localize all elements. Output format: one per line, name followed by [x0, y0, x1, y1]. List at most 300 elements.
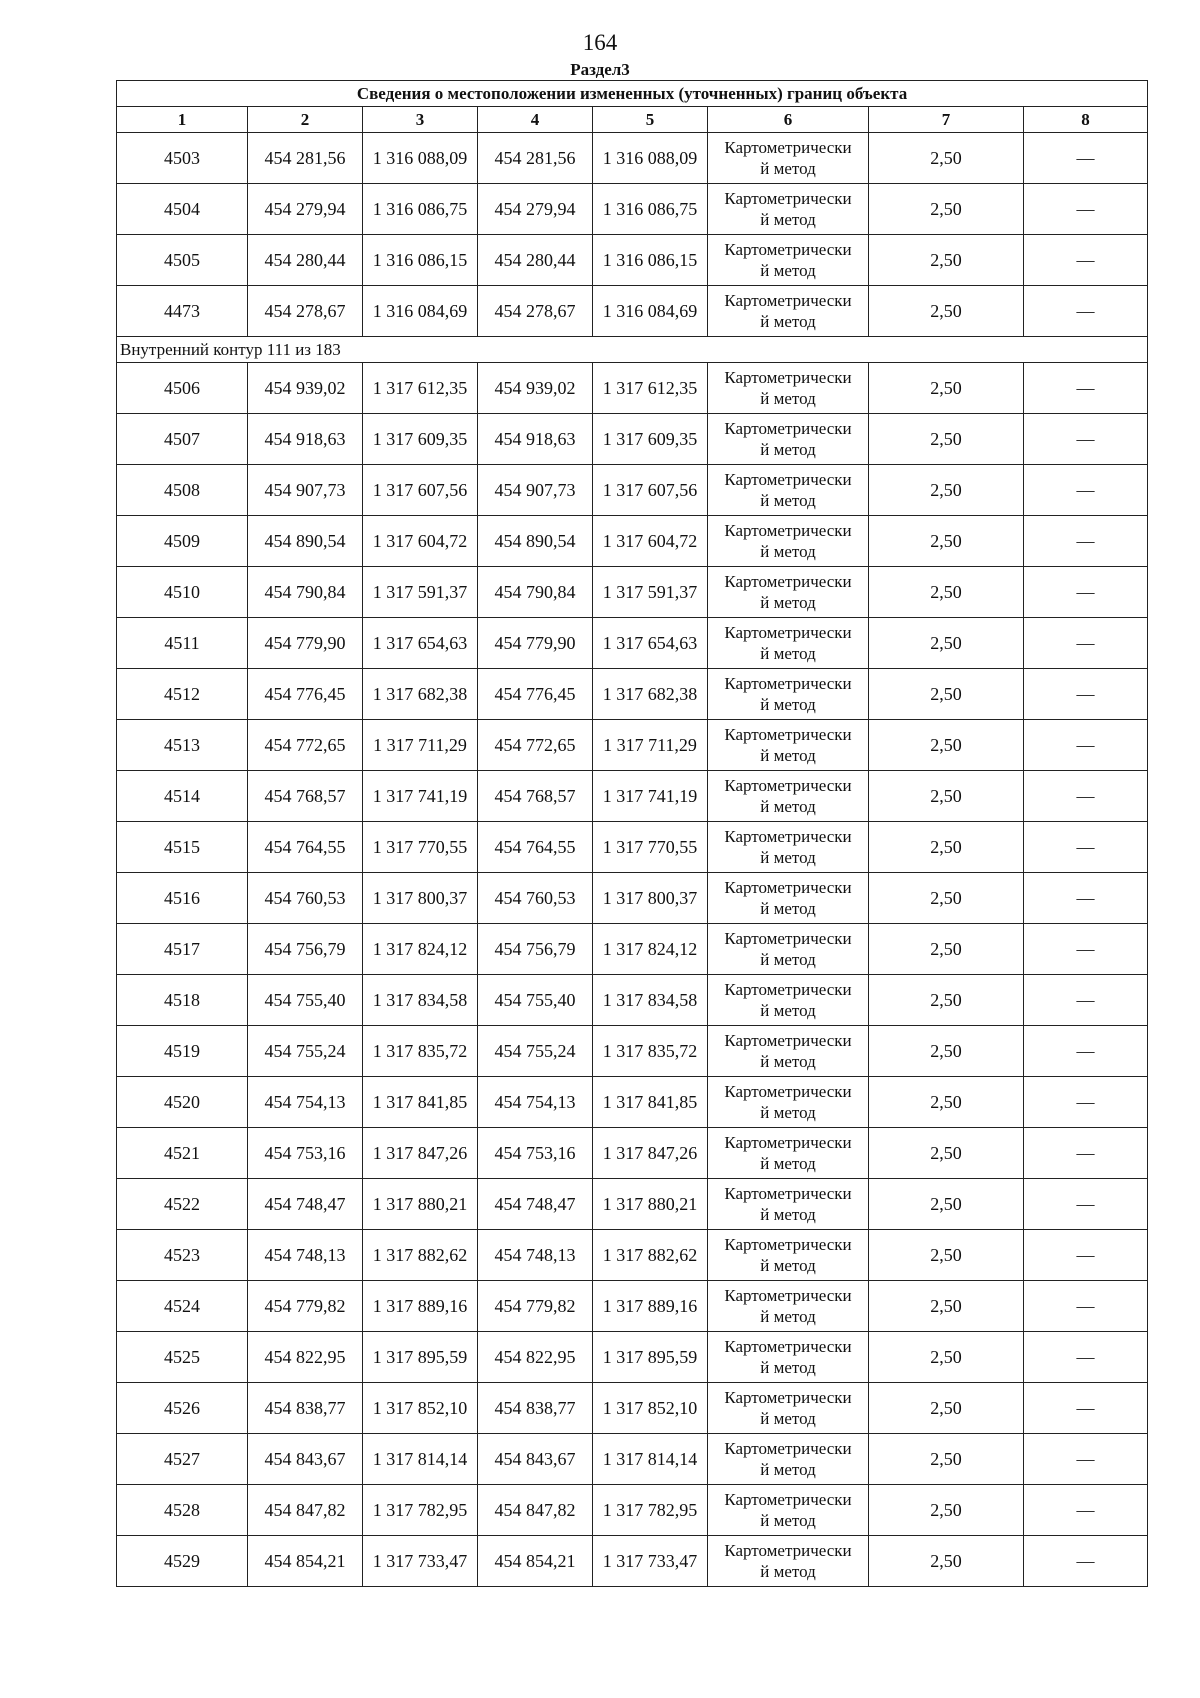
method-text-line1: Картометрически: [724, 1133, 852, 1152]
table-row: [117, 1077, 1148, 1128]
method-text-line2: й метод: [760, 159, 816, 178]
point-number-cell: 4527: [117, 1434, 248, 1485]
accuracy-cell: 2,50: [869, 720, 1024, 771]
column-header-row: [117, 107, 1148, 133]
description-cell: —: [1024, 133, 1148, 184]
accuracy-cell: 2,50: [869, 1128, 1024, 1179]
x-coordinate-cell: 454 822,95: [248, 1332, 363, 1383]
method-cell: [708, 1128, 869, 1179]
method-text-line1: Картометрически: [724, 623, 852, 642]
description-cell: —: [1024, 1536, 1148, 1587]
y-coordinate-cell: 1 317 612,35: [593, 363, 708, 414]
y-coordinate-cell: 1 317 741,19: [593, 771, 708, 822]
column-header: 4: [478, 107, 593, 133]
y-coordinate-cell: 1 316 084,69: [593, 286, 708, 337]
table-row: [117, 1332, 1148, 1383]
accuracy-cell: 2,50: [869, 1230, 1024, 1281]
method-cell: [708, 1434, 869, 1485]
x-coordinate-cell: 454 768,57: [248, 771, 363, 822]
method-text-line2: й метод: [760, 899, 816, 918]
accuracy-cell: 2,50: [869, 924, 1024, 975]
accuracy-cell: 2,50: [869, 1281, 1024, 1332]
method-cell: [708, 924, 869, 975]
method-text-line1: Картометрически: [724, 929, 852, 948]
description-cell: —: [1024, 567, 1148, 618]
method-text-line2: й метод: [760, 1052, 816, 1071]
y-coordinate-cell: 1 317 770,55: [593, 822, 708, 873]
y-coordinate-cell: 1 316 086,75: [593, 184, 708, 235]
y-coordinate-cell: 1 317 814,14: [363, 1434, 478, 1485]
x-coordinate-cell: 454 779,82: [248, 1281, 363, 1332]
method-text-line2: й метод: [760, 312, 816, 331]
method-text-line2: й метод: [760, 1103, 816, 1122]
table-row: [117, 1383, 1148, 1434]
method-text-line1: Картометрически: [724, 1439, 852, 1458]
x-coordinate-cell: 454 754,13: [248, 1077, 363, 1128]
point-number-cell: 4525: [117, 1332, 248, 1383]
description-cell: —: [1024, 1026, 1148, 1077]
accuracy-cell: 2,50: [869, 414, 1024, 465]
y-coordinate-cell: 1 317 782,95: [363, 1485, 478, 1536]
y-coordinate-cell: 1 317 852,10: [363, 1383, 478, 1434]
x-coordinate-cell: 454 890,54: [248, 516, 363, 567]
accuracy-cell: 2,50: [869, 1026, 1024, 1077]
table-row: [117, 1128, 1148, 1179]
y-coordinate-cell: 1 317 782,95: [593, 1485, 708, 1536]
description-cell: —: [1024, 1485, 1148, 1536]
point-number-cell: 4514: [117, 771, 248, 822]
point-number-cell: 4520: [117, 1077, 248, 1128]
description-cell: —: [1024, 1332, 1148, 1383]
description-cell: —: [1024, 618, 1148, 669]
x-coordinate-cell: 454 754,13: [478, 1077, 593, 1128]
x-coordinate-cell: 454 779,90: [248, 618, 363, 669]
point-number-cell: 4523: [117, 1230, 248, 1281]
accuracy-cell: 2,50: [869, 567, 1024, 618]
accuracy-cell: 2,50: [869, 1536, 1024, 1587]
y-coordinate-cell: 1 316 088,09: [363, 133, 478, 184]
method-cell: [708, 618, 869, 669]
method-cell: [708, 1383, 869, 1434]
point-number-cell: 4503: [117, 133, 248, 184]
table-body-before: [117, 133, 1148, 337]
x-coordinate-cell: 454 907,73: [478, 465, 593, 516]
accuracy-cell: 2,50: [869, 1383, 1024, 1434]
y-coordinate-cell: 1 317 711,29: [363, 720, 478, 771]
method-text-line2: й метод: [760, 644, 816, 663]
description-cell: —: [1024, 1077, 1148, 1128]
description-cell: —: [1024, 1128, 1148, 1179]
x-coordinate-cell: 454 847,82: [478, 1485, 593, 1536]
description-cell: —: [1024, 669, 1148, 720]
x-coordinate-cell: 454 918,63: [478, 414, 593, 465]
table-row: [117, 822, 1148, 873]
accuracy-cell: 2,50: [869, 184, 1024, 235]
method-text-line2: й метод: [760, 695, 816, 714]
y-coordinate-cell: 1 317 604,72: [363, 516, 478, 567]
description-cell: —: [1024, 414, 1148, 465]
x-coordinate-cell: 454 753,16: [478, 1128, 593, 1179]
description-cell: —: [1024, 771, 1148, 822]
x-coordinate-cell: 454 790,84: [478, 567, 593, 618]
x-coordinate-cell: 454 756,79: [248, 924, 363, 975]
x-coordinate-cell: 454 748,13: [248, 1230, 363, 1281]
point-number-cell: 4507: [117, 414, 248, 465]
y-coordinate-cell: 1 317 682,38: [593, 669, 708, 720]
y-coordinate-cell: 1 317 852,10: [593, 1383, 708, 1434]
accuracy-cell: 2,50: [869, 1485, 1024, 1536]
table-row: [117, 924, 1148, 975]
x-coordinate-cell: 454 843,67: [248, 1434, 363, 1485]
method-text-line1: Картометрически: [724, 291, 852, 310]
y-coordinate-cell: 1 317 824,12: [593, 924, 708, 975]
method-text-line2: й метод: [760, 1205, 816, 1224]
y-coordinate-cell: 1 317 654,63: [593, 618, 708, 669]
x-coordinate-cell: 454 854,21: [248, 1536, 363, 1587]
y-coordinate-cell: 1 317 835,72: [593, 1026, 708, 1077]
point-number-cell: 4521: [117, 1128, 248, 1179]
method-text-line2: й метод: [760, 1307, 816, 1326]
method-text-line1: Картометрически: [724, 674, 852, 693]
y-coordinate-cell: 1 316 086,15: [593, 235, 708, 286]
table-row: [117, 184, 1148, 235]
point-number-cell: 4526: [117, 1383, 248, 1434]
description-cell: —: [1024, 286, 1148, 337]
accuracy-cell: 2,50: [869, 286, 1024, 337]
x-coordinate-cell: 454 755,24: [248, 1026, 363, 1077]
point-number-cell: 4519: [117, 1026, 248, 1077]
x-coordinate-cell: 454 755,40: [248, 975, 363, 1026]
description-cell: —: [1024, 720, 1148, 771]
method-cell: [708, 235, 869, 286]
y-coordinate-cell: 1 317 882,62: [363, 1230, 478, 1281]
page-number: 164: [582, 30, 618, 55]
table-row: [117, 133, 1148, 184]
y-coordinate-cell: 1 317 889,16: [363, 1281, 478, 1332]
table-row: [117, 720, 1148, 771]
method-text-line1: Картометрически: [724, 189, 852, 208]
column-header: 7: [869, 107, 1024, 133]
method-text-line2: й метод: [760, 1460, 816, 1479]
column-header: 5: [593, 107, 708, 133]
method-cell: [708, 1536, 869, 1587]
description-cell: —: [1024, 516, 1148, 567]
accuracy-cell: 2,50: [869, 1434, 1024, 1485]
method-text-line2: й метод: [760, 593, 816, 612]
description-cell: —: [1024, 465, 1148, 516]
x-coordinate-cell: 454 822,95: [478, 1332, 593, 1383]
y-coordinate-cell: 1 317 880,21: [593, 1179, 708, 1230]
method-text-line1: Картометрически: [724, 368, 852, 387]
method-text-line2: й метод: [760, 491, 816, 510]
point-number-cell: 4506: [117, 363, 248, 414]
y-coordinate-cell: 1 317 591,37: [593, 567, 708, 618]
accuracy-cell: 2,50: [869, 465, 1024, 516]
method-cell: [708, 822, 869, 873]
y-coordinate-cell: 1 316 086,15: [363, 235, 478, 286]
method-text-line1: Картометрически: [724, 725, 852, 744]
y-coordinate-cell: 1 317 609,35: [593, 414, 708, 465]
y-coordinate-cell: 1 317 834,58: [363, 975, 478, 1026]
method-text-line2: й метод: [760, 1562, 816, 1581]
method-cell: [708, 1077, 869, 1128]
accuracy-cell: 2,50: [869, 1179, 1024, 1230]
y-coordinate-cell: 1 317 847,26: [363, 1128, 478, 1179]
method-text-line2: й метод: [760, 797, 816, 816]
y-coordinate-cell: 1 317 733,47: [593, 1536, 708, 1587]
table-row: [117, 567, 1148, 618]
x-coordinate-cell: 454 772,65: [248, 720, 363, 771]
y-coordinate-cell: 1 317 800,37: [593, 873, 708, 924]
description-cell: —: [1024, 924, 1148, 975]
method-text-line2: й метод: [760, 440, 816, 459]
method-cell: [708, 1179, 869, 1230]
accuracy-cell: 2,50: [869, 133, 1024, 184]
method-text-line2: й метод: [760, 950, 816, 969]
point-number-cell: 4512: [117, 669, 248, 720]
point-number-cell: 4504: [117, 184, 248, 235]
x-coordinate-cell: 454 890,54: [478, 516, 593, 567]
table-caption: Сведения о местоположении измененных (уточненных) границ объекта: [117, 81, 1148, 107]
x-coordinate-cell: 454 838,77: [248, 1383, 363, 1434]
accuracy-cell: 2,50: [869, 1077, 1024, 1128]
point-number-cell: 4505: [117, 235, 248, 286]
table-row: [117, 235, 1148, 286]
x-coordinate-cell: 454 760,53: [248, 873, 363, 924]
y-coordinate-cell: 1 317 889,16: [593, 1281, 708, 1332]
y-coordinate-cell: 1 317 612,35: [363, 363, 478, 414]
y-coordinate-cell: 1 316 086,75: [363, 184, 478, 235]
y-coordinate-cell: 1 317 895,59: [363, 1332, 478, 1383]
y-coordinate-cell: 1 317 741,19: [363, 771, 478, 822]
x-coordinate-cell: 454 748,13: [478, 1230, 593, 1281]
method-cell: [708, 184, 869, 235]
accuracy-cell: 2,50: [869, 873, 1024, 924]
point-number-cell: 4511: [117, 618, 248, 669]
y-coordinate-cell: 1 317 814,14: [593, 1434, 708, 1485]
x-coordinate-cell: 454 776,45: [478, 669, 593, 720]
point-number-cell: 4513: [117, 720, 248, 771]
x-coordinate-cell: 454 939,02: [478, 363, 593, 414]
x-coordinate-cell: 454 281,56: [478, 133, 593, 184]
method-text-line1: Картометрически: [724, 470, 852, 489]
x-coordinate-cell: 454 907,73: [248, 465, 363, 516]
method-text-line2: й метод: [760, 1001, 816, 1020]
y-coordinate-cell: 1 317 882,62: [593, 1230, 708, 1281]
table-row: [117, 1281, 1148, 1332]
x-coordinate-cell: 454 278,67: [248, 286, 363, 337]
description-cell: —: [1024, 235, 1148, 286]
method-cell: [708, 516, 869, 567]
x-coordinate-cell: 454 764,55: [478, 822, 593, 873]
y-coordinate-cell: 1 317 800,37: [363, 873, 478, 924]
y-coordinate-cell: 1 317 824,12: [363, 924, 478, 975]
y-coordinate-cell: 1 317 834,58: [593, 975, 708, 1026]
y-coordinate-cell: 1 317 835,72: [363, 1026, 478, 1077]
method-text-line1: Картометрически: [724, 1388, 852, 1407]
point-number-cell: 4508: [117, 465, 248, 516]
accuracy-cell: 2,50: [869, 669, 1024, 720]
method-cell: [708, 1230, 869, 1281]
x-coordinate-cell: 454 772,65: [478, 720, 593, 771]
description-cell: —: [1024, 184, 1148, 235]
table-row: [117, 669, 1148, 720]
method-cell: [708, 286, 869, 337]
method-text-line1: Картометрически: [724, 1235, 852, 1254]
point-number-cell: 4516: [117, 873, 248, 924]
column-header: 8: [1024, 107, 1148, 133]
x-coordinate-cell: 454 776,45: [248, 669, 363, 720]
y-coordinate-cell: 1 317 607,56: [363, 465, 478, 516]
section-title: Раздел3: [570, 60, 630, 79]
method-text-line1: Картометрически: [724, 521, 852, 540]
x-coordinate-cell: 454 790,84: [248, 567, 363, 618]
table-row: [117, 618, 1148, 669]
x-coordinate-cell: 454 280,44: [478, 235, 593, 286]
method-cell: [708, 363, 869, 414]
method-cell: [708, 133, 869, 184]
x-coordinate-cell: 454 279,94: [248, 184, 363, 235]
method-text-line1: Картометрически: [724, 572, 852, 591]
x-coordinate-cell: 454 838,77: [478, 1383, 593, 1434]
column-header: 1: [117, 107, 248, 133]
table-row: [117, 465, 1148, 516]
table-row: [117, 1434, 1148, 1485]
method-text-line2: й метод: [760, 848, 816, 867]
table-row: [117, 771, 1148, 822]
accuracy-cell: 2,50: [869, 975, 1024, 1026]
point-number-cell: 4515: [117, 822, 248, 873]
x-coordinate-cell: 454 748,47: [248, 1179, 363, 1230]
method-text-line2: й метод: [760, 1358, 816, 1377]
y-coordinate-cell: 1 317 770,55: [363, 822, 478, 873]
y-coordinate-cell: 1 317 604,72: [593, 516, 708, 567]
y-coordinate-cell: 1 317 607,56: [593, 465, 708, 516]
method-cell: [708, 1281, 869, 1332]
description-cell: —: [1024, 1281, 1148, 1332]
method-cell: [708, 873, 869, 924]
y-coordinate-cell: 1 317 682,38: [363, 669, 478, 720]
x-coordinate-cell: 454 755,40: [478, 975, 593, 1026]
method-text-line1: Картометрически: [724, 878, 852, 897]
y-coordinate-cell: 1 316 084,69: [363, 286, 478, 337]
table-row: [117, 1485, 1148, 1536]
method-cell: [708, 1026, 869, 1077]
table-row: [117, 286, 1148, 337]
description-cell: —: [1024, 822, 1148, 873]
description-cell: —: [1024, 1179, 1148, 1230]
accuracy-cell: 2,50: [869, 1332, 1024, 1383]
accuracy-cell: 2,50: [869, 822, 1024, 873]
method-text-line2: й метод: [760, 1154, 816, 1173]
y-coordinate-cell: 1 316 088,09: [593, 133, 708, 184]
point-number-cell: 4528: [117, 1485, 248, 1536]
y-coordinate-cell: 1 317 841,85: [593, 1077, 708, 1128]
method-text-line2: й метод: [760, 210, 816, 229]
method-cell: [708, 1332, 869, 1383]
accuracy-cell: 2,50: [869, 363, 1024, 414]
method-cell: [708, 465, 869, 516]
method-text-line2: й метод: [760, 1511, 816, 1530]
accuracy-cell: 2,50: [869, 235, 1024, 286]
point-number-cell: 4524: [117, 1281, 248, 1332]
x-coordinate-cell: 454 918,63: [248, 414, 363, 465]
table-row: [117, 975, 1148, 1026]
method-text-line2: й метод: [760, 542, 816, 561]
x-coordinate-cell: 454 281,56: [248, 133, 363, 184]
column-header: 2: [248, 107, 363, 133]
table-row: [117, 1536, 1148, 1587]
table-row: [117, 414, 1148, 465]
x-coordinate-cell: 454 755,24: [478, 1026, 593, 1077]
point-number-cell: 4509: [117, 516, 248, 567]
table-row: [117, 363, 1148, 414]
method-cell: [708, 975, 869, 1026]
y-coordinate-cell: 1 317 733,47: [363, 1536, 478, 1587]
x-coordinate-cell: 454 756,79: [478, 924, 593, 975]
accuracy-cell: 2,50: [869, 771, 1024, 822]
contour-label: Внутренний контур 111 из 183: [117, 337, 1148, 363]
method-text-line1: Картометрически: [724, 1031, 852, 1050]
x-coordinate-cell: 454 279,94: [478, 184, 593, 235]
y-coordinate-cell: 1 317 880,21: [363, 1179, 478, 1230]
method-text-line1: Картометрически: [724, 980, 852, 999]
table-body-after: [117, 363, 1148, 1587]
description-cell: —: [1024, 363, 1148, 414]
x-coordinate-cell: 454 779,82: [478, 1281, 593, 1332]
y-coordinate-cell: 1 317 847,26: [593, 1128, 708, 1179]
y-coordinate-cell: 1 317 609,35: [363, 414, 478, 465]
method-text-line1: Картометрически: [724, 1337, 852, 1356]
description-cell: —: [1024, 1434, 1148, 1485]
y-coordinate-cell: 1 317 711,29: [593, 720, 708, 771]
point-number-cell: 4529: [117, 1536, 248, 1587]
accuracy-cell: 2,50: [869, 618, 1024, 669]
point-number-cell: 4510: [117, 567, 248, 618]
column-header: 3: [363, 107, 478, 133]
y-coordinate-cell: 1 317 841,85: [363, 1077, 478, 1128]
method-text-line2: й метод: [760, 1409, 816, 1428]
method-text-line1: Картометрически: [724, 1541, 852, 1560]
method-text-line1: Картометрически: [724, 419, 852, 438]
x-coordinate-cell: 454 278,67: [478, 286, 593, 337]
method-cell: [708, 567, 869, 618]
method-text-line2: й метод: [760, 746, 816, 765]
column-header: 6: [708, 107, 869, 133]
method-text-line1: Картометрически: [724, 1082, 852, 1101]
description-cell: —: [1024, 873, 1148, 924]
point-number-cell: 4517: [117, 924, 248, 975]
point-number-cell: 4473: [117, 286, 248, 337]
method-cell: [708, 669, 869, 720]
point-number-cell: 4518: [117, 975, 248, 1026]
description-cell: —: [1024, 1383, 1148, 1434]
x-coordinate-cell: 454 843,67: [478, 1434, 593, 1485]
x-coordinate-cell: 454 768,57: [478, 771, 593, 822]
x-coordinate-cell: 454 748,47: [478, 1179, 593, 1230]
y-coordinate-cell: 1 317 654,63: [363, 618, 478, 669]
x-coordinate-cell: 454 753,16: [248, 1128, 363, 1179]
boundary-coordinates-table: [116, 80, 1148, 1587]
method-text-line1: Картометрически: [724, 1184, 852, 1203]
x-coordinate-cell: 454 779,90: [478, 618, 593, 669]
description-cell: —: [1024, 1230, 1148, 1281]
table-row: [117, 1179, 1148, 1230]
table-row: [117, 516, 1148, 567]
x-coordinate-cell: 454 939,02: [248, 363, 363, 414]
x-coordinate-cell: 454 847,82: [248, 1485, 363, 1536]
y-coordinate-cell: 1 317 591,37: [363, 567, 478, 618]
